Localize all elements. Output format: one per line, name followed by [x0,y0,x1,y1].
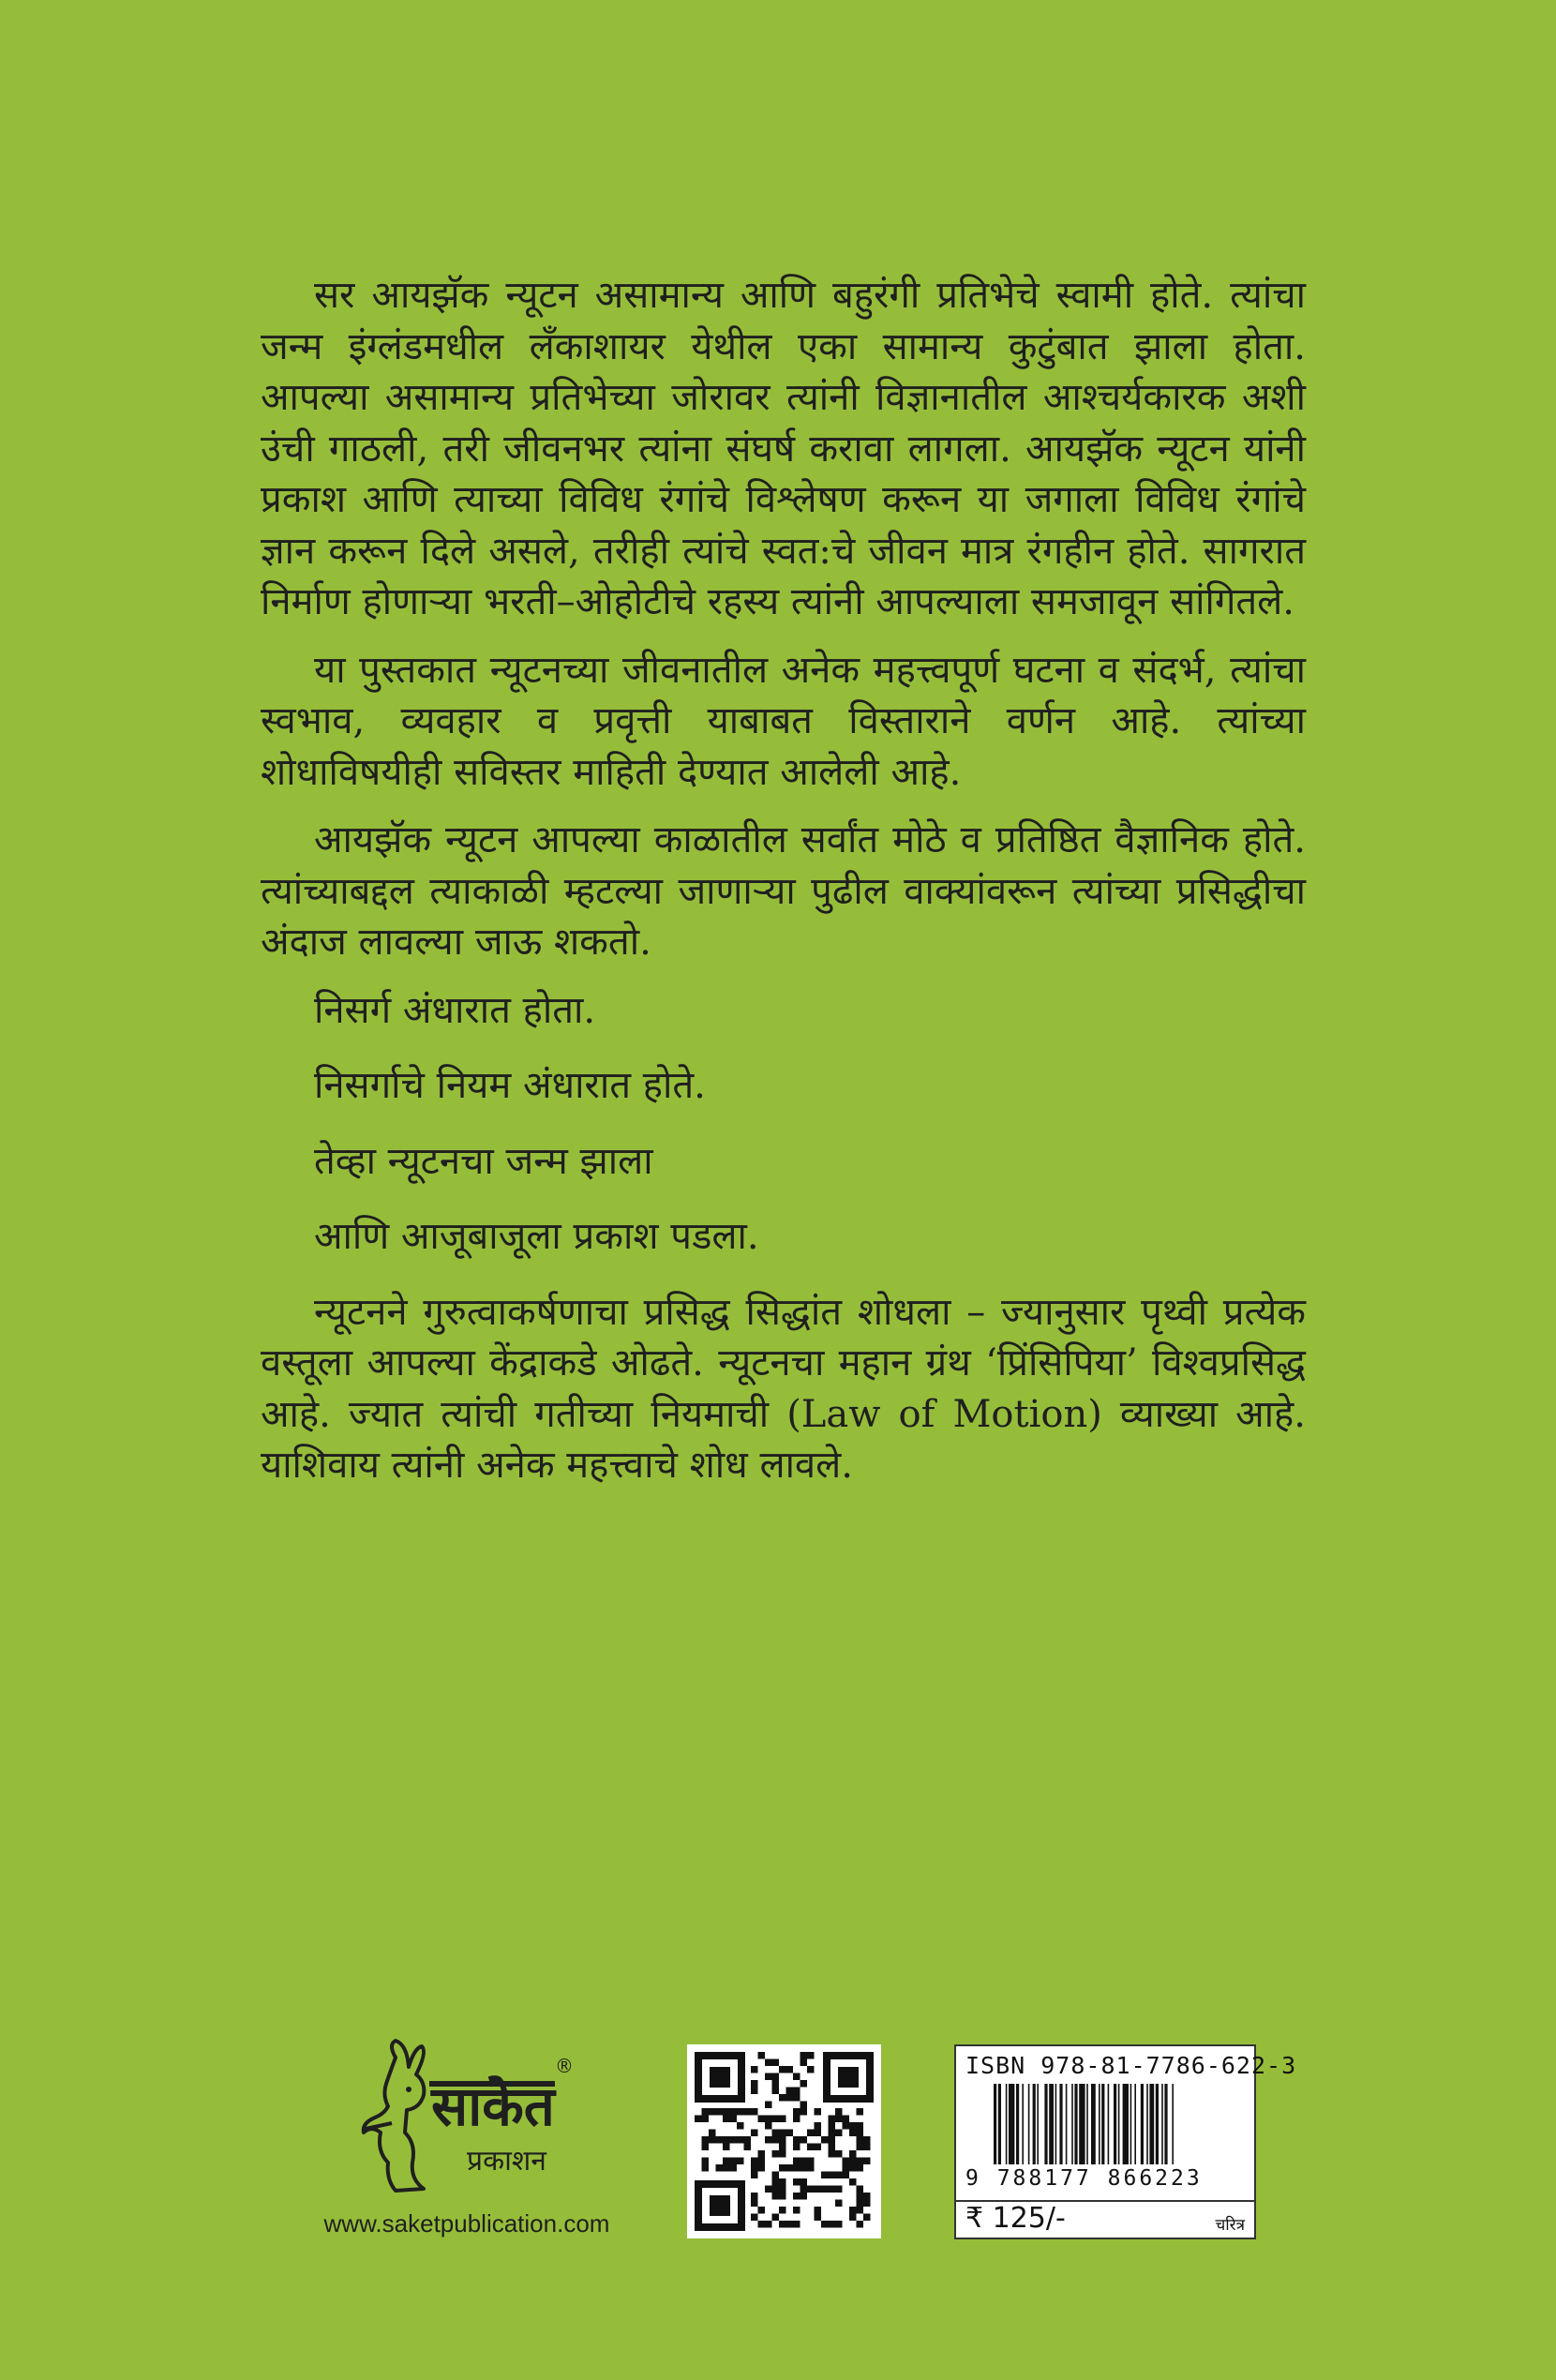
registered-mark: ® [555,2055,574,2077]
poem-line: आणि आजूबाजूला प्रकाश पडला. [314,1215,759,1258]
poem-line: निसर्ग अंधारात होता. [314,988,596,1032]
qr-code-icon[interactable] [687,2044,881,2238]
publisher-website[interactable]: www.saketpublication.com [323,2209,610,2238]
paragraph-fame: आयझॅक न्यूटन आपल्या काळातील सर्वांत मोठे व प्रतिष्ठित वैज्ञानिक होते. त्यांच्याबद्दल त्याकाळी म्हटल्या जाणाऱ्या पुढील वाक्यांवरून त्यांच्या प्रसिद्धीचा अंदाज लावल्या जाऊ शकतो. [261,818,1306,964]
isbn-barcode-box [954,2044,1297,2239]
paragraph-gravity: न्यूटनने गुरुत्वाकर्षणाचा प्रसिद्ध सिद्धांत शोधला – ज्यानुसार पृथ्वी प्रत्येक वस्तूला आपल्या केंद्राकडे ओढते. न्यूटनचा महान ग्रंथ ‘प्रिंसिपिया’ विश्वप्रसिद्ध आहे. ज्यात त्यांची गतीच्या नियमाची (Law of Motion) व्याख्या आहे. याशिवाय त्यांनी अनेक महत्त्वाचे शोध लावले. [261,1290,1306,1487]
paragraph-book-content: या पुस्तकात न्यूटनच्या जीवनातील अनेक महत्त्वपूर्ण घटना व संदर्भ, त्यांचा स्वभाव, व्यवहार व प्रवृत्ती याबाबत विस्ताराने वर्णन आहे. त्यांच्या शोधाविषयीही सविस्तर माहिती देण्यात आलेली आहे. [261,648,1306,794]
rabbit-icon [358,2039,583,2208]
poem-line: तेव्हा न्यूटनचा जन्म झाला [314,1139,653,1183]
genre-label: चरित्र [1215,2216,1245,2235]
isbn-label: ISBN 978-81-7786-622-3 [965,2052,1297,2079]
blurb-text [261,270,1306,1508]
logo-wordmark: साकेत [431,2074,555,2138]
poem-line: निसर्गाचे नियम अंधारात होते. [314,1064,706,1107]
price-label: ₹ 125/- [965,2202,1066,2235]
barcode-icon [994,2084,1219,2164]
logo-subtext: प्रकाशन [467,2145,546,2178]
isbn-digits: 9 788177 866223 [965,2166,1203,2191]
paragraph-intro: सर आयझॅक न्यूटन असामान्य आणि बहुरंगी प्रतिभेचे स्वामी होते. त्यांचा जन्म इंग्लंडमधील लँकाशायर येथील एका सामान्य कुटुंबात झाला होता. आपल्या असामान्य प्रतिभेच्या जोरावर त्यांनी विज्ञानातील आश्चर्यकारक अशी उंची गाठली, तरी जीवनभर त्यांना संघर्ष करावा लागला. आयझॅक न्यूटन यांनी प्रकाश आणि त्याच्या विविध रंगांचे विश्लेषण करून या जगाला विविध रंगांचे ज्ञान करून दिले असले, तरीही त्यांचे स्वत:चे जीवन मात्र रंगहीन होते. सागरात निर्माण होणाऱ्या भरती–ओहोटीचे रहस्य त्यांनी आपल्याला समजावून सांगितले. [261,274,1306,623]
